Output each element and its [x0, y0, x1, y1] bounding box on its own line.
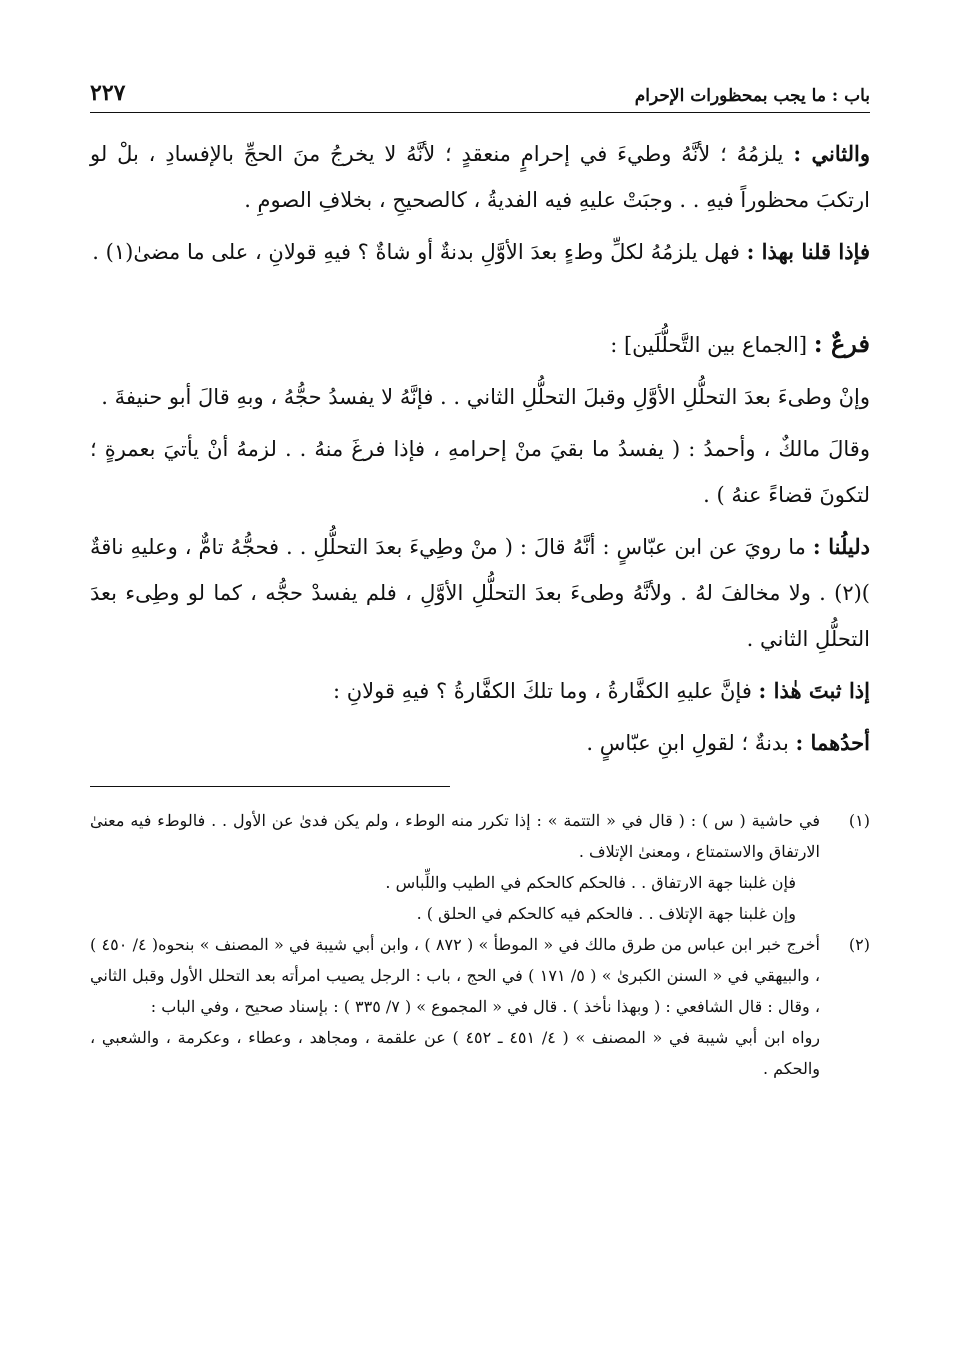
footnote-line: رواه ابن أبي شيبة في « المصنف » ( ٤/ ٤٥١ ـ ٤٥٢ ) عن علقمة ، ومجاهد ، وعطاء ، وعكرمة ، والشعبي ، والحكم .: [90, 1028, 821, 1078]
chapter-title: باب : ما يجب بمحظورات الإحرام: [634, 86, 870, 106]
paragraph-lead: إذا ثبتَ هٰذا :: [758, 678, 870, 703]
running-header: [90, 80, 870, 113]
paragraph-lead: فإذا قلنا بهذا :: [746, 239, 870, 264]
paragraph-lead: والثاني :: [793, 141, 870, 166]
paragraph-lead: دليلُنا :: [812, 534, 870, 559]
paragraph-text: بدنةٌ ؛ لقولِ ابنِ عبّاسٍ .: [586, 731, 789, 755]
branch-lead: فرعٌ :: [813, 329, 870, 358]
main-text: [90, 131, 870, 766]
footnote-number: (٢): [848, 935, 870, 954]
paragraph: [90, 229, 870, 275]
branch-heading: [90, 321, 870, 368]
paragraph-text: وإنْ وطىءَ بعدَ التحلُّلِ الأوَّلِ وقبلَ التحلُّلِ الثاني . . فإنَّهُ لا يفسدُ حجُّهُ ، وبهِ قالَ أبو حنيفةَ .: [101, 385, 870, 409]
footnote: [90, 805, 870, 929]
paragraph-text: فهل يلزمُهُ لكلِّ وطءٍ بعدَ الأوَّلِ بدنةٌ أو شاةٌ ؟ فيهِ قولانِ ، على ما مضىٰ(١) .: [92, 240, 740, 264]
paragraph-text: وقالَ مالكٌ ، وأحمدُ : ( يفسدُ ما بقيَ منْ إحرامهِ ، فإذا فرغَ منهُ . . لزمهُ أنْ يأتيَ بعمرةٍ ؛ لتكونَ قضاءً عنهُ ) .: [90, 437, 870, 507]
paragraph: [90, 426, 870, 518]
footnote-separator: [90, 786, 450, 787]
footnote-text: [90, 929, 820, 1084]
branch-title: [الجماع بين التَّحلُّلَين] :: [610, 333, 808, 357]
paragraph: [90, 524, 870, 662]
paragraph-lead: أحدُهما :: [795, 730, 870, 755]
page-number: ٢٢٧: [90, 80, 126, 106]
footnote-line: في حاشية ( س ) : ( قال في « التتمة » : إذا تكرر منه الوطء ، ولم يكن فدىٰ عن الأول . . فالوطء فيه معنىٰ الارتفاق والاستمتاع ، ومعنىٰ الإتلاف .: [90, 811, 820, 861]
paragraph: [90, 668, 870, 714]
paragraph: [90, 374, 870, 420]
paragraph: [90, 131, 870, 223]
paragraph-text: فإنَّ عليهِ الكفَّارةُ ، وما تلكَ الكفَّارةُ ؟ فيهِ قولانِ :: [332, 679, 752, 703]
document-page: [90, 80, 870, 1084]
footnote-line: أخرج خبر ابن عباس من طرق مالك في « الموطأ » ( ٨٧٢ ) ، وابن أبي شيبة في « المصنف » بنحوه( ٤/ ٤٥٠ ) ، والبيهقي في « السنن الكبرىٰ » ( ٥/ ١٧١ ) في الحج ، باب : الرجل يصيب امرأته بعد التحلل الأول وقبل الثاني ، وقال : قال الشافعي : ( وبهذا نأخذ ) . قال في « المجموع » ( ٧/ ٣٣٥ ) : بإسناد صحيح ، وفي الباب :: [90, 935, 820, 1016]
footnote-line: فإن غلبنا جهة الارتفاق . . فالحكم كالحكم في الطيب واللِّباس .: [385, 873, 796, 892]
footnote-number: (١): [848, 811, 870, 830]
footnotes: [90, 805, 870, 1084]
footnote-line: وإن غلبنا جهة الإتلاف . . فالحكم فيه كالحكم في الحلق ) .: [416, 904, 796, 923]
footnote-text: [90, 805, 820, 929]
paragraph: [90, 720, 870, 766]
paragraph-text: ما رويَ عن ابن عبّاسٍ : أنَّهُ قالَ : ( منْ وطِيءَ بعدَ التحلُّلِ . . فحجُّهُ تامٌّ ، وعليهِ ناقةٌ )(٢) . ولا مخالفَ لهُ . ولأنَّهُ وطىءَ بعدَ التحلُّلِ الأوَّلِ ، فلم يفسدْ حجُّه ، كما لو وطِىء بعدَ التحلُّلِ الثاني .: [90, 535, 870, 651]
paragraph-text: يلزمُهُ ؛ لأنَّهُ وطيءَ في إحرامٍ منعقدٍ ؛ لأنَّهُ لا يخرجُ منَ الحجِّ بالإفسادِ ، بلْ لو ارتكبَ محظوراً فيهِ . . وجبَتْ عليهِ فيه الفديةُ ، كالصحيحِ ، بخلافِ الصومِ .: [90, 142, 870, 212]
footnote: [90, 929, 870, 1084]
